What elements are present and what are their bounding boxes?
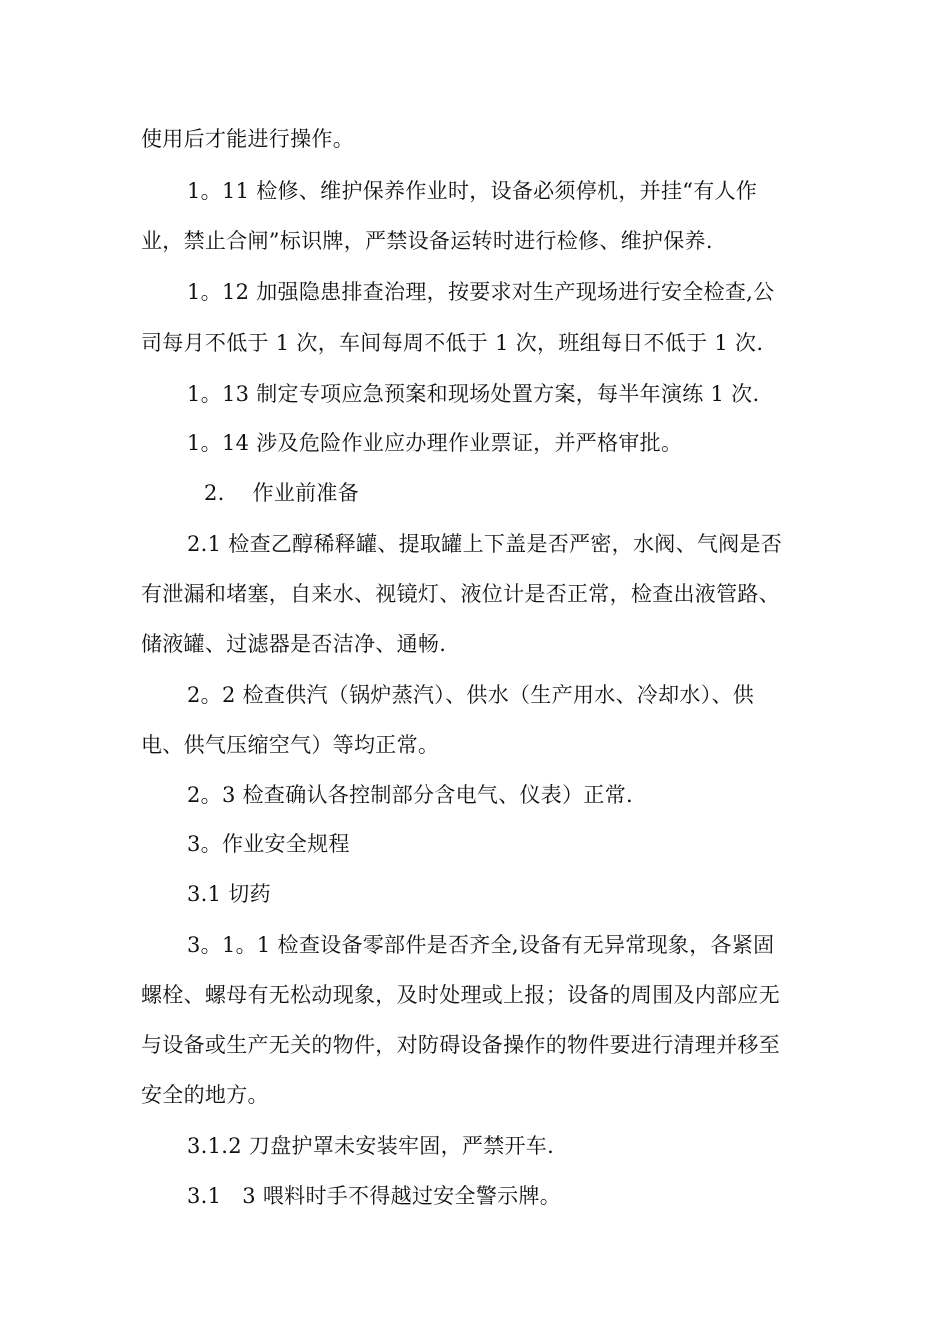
- text-line: 2.1 检查乙醇稀释罐、提取罐上下盖是否严密，水阀、气阀是否: [187, 532, 783, 556]
- text-line: 螺栓、螺母有无松动现象，及时处理或上报；设备的周围及内部应无: [141, 983, 780, 1007]
- text-line: 业，禁止合闸”标识牌，严禁设备运转时进行检修、维护保养.: [141, 229, 713, 253]
- section-heading: 3。作业安全规程: [187, 832, 350, 856]
- text-line: 1。11 检修、维护保养作业时，设备必须停机，并挂“有人作: [187, 179, 758, 203]
- text-line: 电、供气压缩空气）等均正常。: [141, 733, 440, 757]
- text-line: 司每月不低于 1 次，车间每周不低于 1 次，班组每日不低于 1 次.: [141, 331, 764, 355]
- text-line: 2。3 检查确认各控制部分含电气、仪表）正常.: [187, 783, 633, 807]
- text-line: 与设备或生产无关的物件，对防碍设备操作的物件要进行清理并移至: [141, 1033, 780, 1057]
- text-line: 3.1.2 刀盘护罩未安装牢固，严禁开车.: [187, 1134, 555, 1158]
- subsection-heading: 3.1 切药: [187, 882, 271, 906]
- text-line: 1。13 制定专项应急预案和现场处置方案，每半年演练 1 次.: [187, 382, 760, 406]
- text-line: 2。2 检查供汽（锅炉蒸汽）、供水（生产用水、冷却水）、供: [187, 683, 755, 707]
- text-line: 安全的地方。: [141, 1083, 269, 1107]
- text-line: 1。12 加强隐患排查治理，按要求对生产现场进行安全检查,公: [187, 280, 775, 304]
- text-line: 有泄漏和堵塞，自来水、视镜灯、液位计是否正常，检查出液管路、: [141, 582, 780, 606]
- text-line: 储液罐、过滤器是否洁净、通畅.: [141, 632, 447, 656]
- text-line: 1。14 涉及危险作业应办理作业票证，并严格审批。: [187, 431, 683, 455]
- text-line: 3.1 3 喂料时手不得越过安全警示牌。: [187, 1184, 562, 1208]
- section-heading: 2. 作业前准备: [204, 481, 360, 505]
- text-line: 使用后才能进行操作。: [141, 127, 354, 151]
- text-line: 3。1。1 检查设备零部件是否齐全,设备有无异常现象，各紧固: [187, 933, 775, 957]
